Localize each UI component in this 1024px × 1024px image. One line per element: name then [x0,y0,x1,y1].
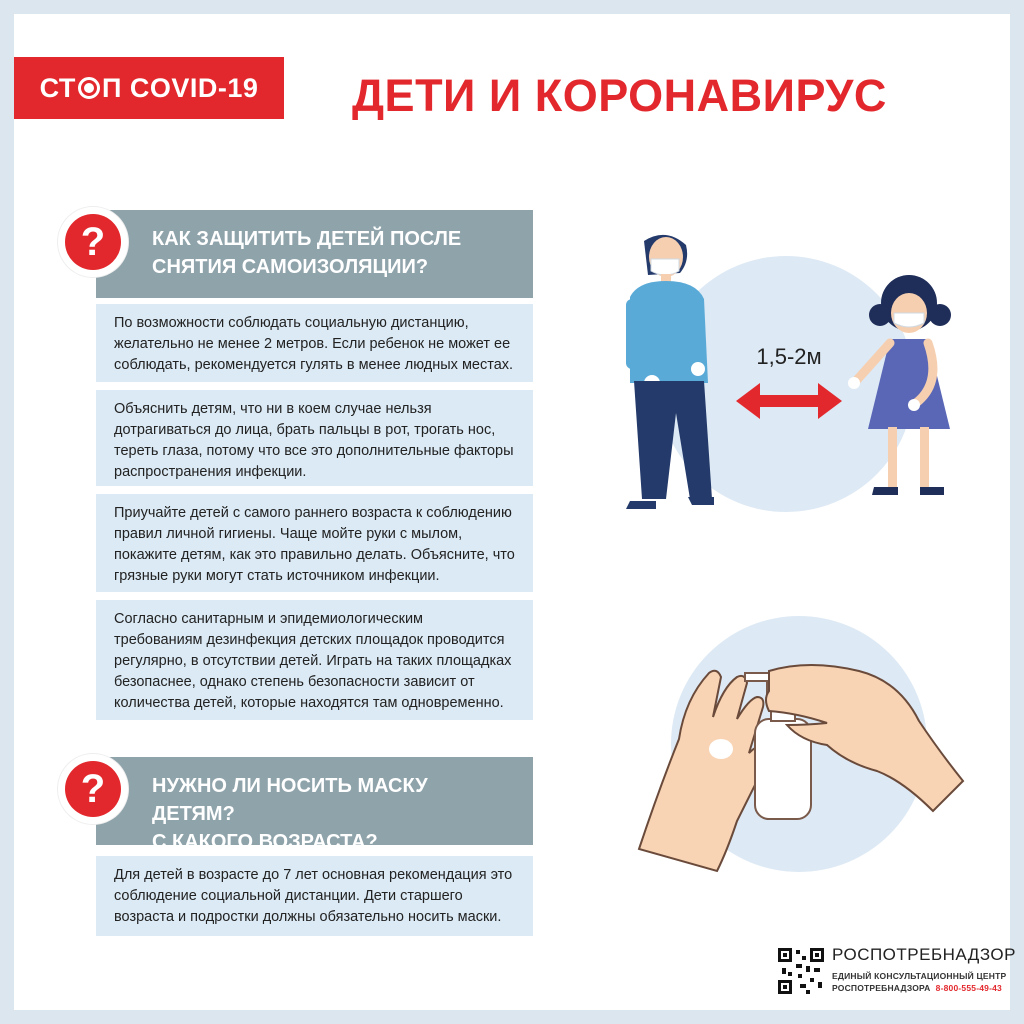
section2-title-line1: НУЖНО ЛИ НОСИТЬ МАСКУ ДЕТЯМ? [152,775,428,825]
card4-line: регулярно, в отсутствии детей. Играть на таких площадках [114,653,512,669]
info-card-1 [96,304,533,382]
section1-header [96,210,533,298]
virus-icon [78,77,100,99]
man-figure [626,235,714,509]
section2-header [96,757,533,853]
card2-line: дотрагиваться до лица, брать пальцы в рот, трогать нос, [114,422,496,438]
question-icon: ? [58,207,128,277]
consult-center-line: ЕДИНЫЙ КОНСУЛЬТАЦИОННЫЙ ЦЕНТР [832,971,1007,981]
card4-line: количества детей, которые находятся там одновременно. [114,695,504,711]
consult-center-line2 [832,983,1002,993]
card5-line: соблюдение социальной дистанции. Дети старшего [114,888,463,904]
card3-line: правил личной гигиены. Чаще мойте руки с мылом, [114,526,463,542]
social-distance-illustration [604,219,984,529]
card2-line: распространения инфекции. [114,464,307,480]
org-name: РОСПОТРЕБНАДЗОР [832,945,1016,964]
brand-text-right: П COVID-19 [101,72,259,103]
org-short: РОСПОТРЕБНАДЗОРА [832,983,931,993]
card2-line: тереть глаза, потому что все это дополнительные факторы [114,443,514,459]
info-card-5 [96,856,533,936]
stop-covid-brand [14,57,284,119]
qr-code-icon [776,946,826,996]
section1-title-line1: КАК ЗАЩИТИТЬ ДЕТЕЙ ПОСЛЕ [152,228,462,250]
hand-sanitizer-illustration [629,609,974,874]
card1-line: По возможности соблюдать социальную дистанцию, [114,315,469,331]
card2-line: Объяснить детям, что ни в коем случае нельзя [114,401,432,417]
section2-title-line2: С КАКОГО ВОЗРАСТА? [152,831,378,853]
page-title: ДЕТИ И КОРОНАВИРУС [352,70,887,121]
card4-line: Согласно санитарным и эпидемиологическим [114,611,424,627]
question-icon: ? [58,754,128,824]
card4-line: безопаснее, однако степень безопасности зависит от [114,674,475,690]
info-card-3 [96,494,533,592]
card5-line: Для детей в возрасте до 7 лет основная рекомендация это [114,867,513,883]
card1-line: желательно не менее 2 метров. Если ребенок не может ее [114,336,511,352]
card3-line: покажите детям, как это правильно делать. Объясните, что [114,547,515,563]
card5-line: возраста и подростки должны обязательно носить маски. [114,909,502,925]
card4-line: требованиям дезинфекция детских площадок проводится [114,632,505,648]
sanitizer-drop [709,739,733,759]
card3-line: грязные руки могут стать источником инфекции. [114,568,440,584]
card1-line: соблюдать, рекомендуется гулять в менее людных местах. [114,357,514,373]
brand-text-left: СТ [39,72,76,103]
card3-line: Приучайте детей с самого раннего возраста к соблюдению [114,505,512,521]
info-card-2 [96,390,533,486]
phone-number: 8-800-555-49-43 [935,983,1002,993]
info-card-4 [96,600,533,720]
section1-title-line2: СНЯТИЯ САМОИЗОЛЯЦИИ? [152,256,429,278]
distance-label: 1,5-2м [756,344,822,369]
